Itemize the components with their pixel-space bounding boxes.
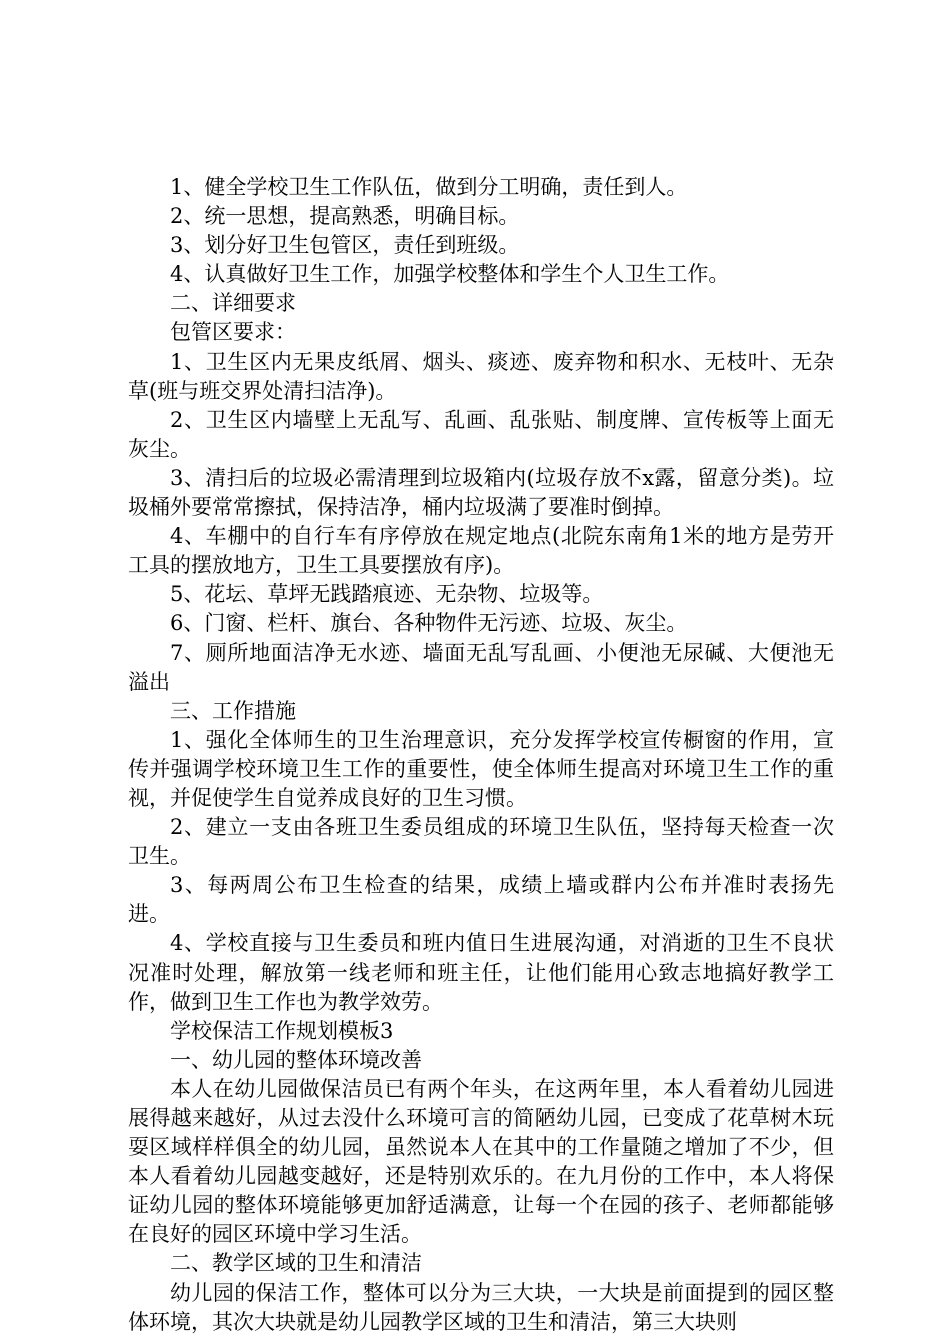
requirement-item-6: 6、门窗、栏杆、旗台、各种物件无污迹、垃圾、灰尘。 [170, 611, 688, 636]
section-heading-teaching-area: 二、教学区域的卫生和清洁 [170, 1251, 422, 1276]
subheading-area-requirements: 包管区要求： [170, 320, 296, 345]
requirement-item-7: 7、厕所地面洁净无水迹、墙面无乱写乱画、小便池无尿碱、大便池无溢出 [128, 640, 834, 694]
measure-item-4: 4、学校直接与卫生委员和班内值日生进展沟通，对消逝的卫生不良状况准时处理，解放第一线老师和班主任，让他们能用心致志地搞好教学工作，做到卫生工作也为教学效劳。 [128, 931, 834, 1014]
body-paragraph-environment: 本人在幼儿园做保洁员已有两个年头，在这两年里，本人看着幼儿园进展得越来越好，从过去没什么环境可言的简陋幼儿园，已变成了花草树木玩耍区域样样俱全的幼儿园，虽然说本人在其中的工作量随之增加了不少，但本人看着幼儿园越变越好，还是特别欢乐的。在九月份的工作中，本人将保证幼儿园的整体环境能够更加舒适满意，让每一个在园的孩子、老师都能够在良好的园区环境中学习生活。 [128, 1076, 834, 1247]
measure-item-3: 3、每两周公布卫生检查的结果，成绩上墙或群内公布并准时表扬先进。 [128, 873, 834, 927]
requirement-item-3: 3、清扫后的垃圾必需清理到垃圾箱内(垃圾存放不x露，留意分类)。垃圾桶外要常常擦拭，保持洁净，桶内垃圾满了要准时倒掉。 [128, 465, 834, 520]
section-heading-environment: 一、幼儿园的整体环境改善 [170, 1047, 422, 1072]
template-title: 学校保洁工作规划模板3 [170, 1018, 394, 1043]
section-heading-requirements: 二、详细要求 [170, 291, 296, 316]
requirement-item-1: 1、卫生区内无果皮纸屑、烟头、痰迹、废弃物和积水、无枝叶、无杂草(班与班交界处清扫洁净)。 [128, 349, 834, 403]
list-item-3: 3、划分好卫生包管区，责任到班级。 [170, 233, 520, 258]
document-page [128, 173, 834, 1337]
measure-item-2: 2、建立一支由各班卫生委员组成的环境卫生队伍，坚持每天检查一次卫生。 [128, 815, 834, 869]
measure-item-1: 1、强化全体师生的卫生治理意识，充分发挥学校宣传橱窗的作用，宣传并强调学校环境卫生工作的重要性，使全体师生提高对环境卫生工作的重视，并促使学生自觉养成良好的卫生习惯。 [128, 727, 834, 810]
body-paragraph-cleaning: 幼儿园的保洁工作，整体可以分为三大块，一大块是前面提到的园区整体环境，其次大块就是幼儿园教学区域的卫生和清洁，第三大块则 [128, 1280, 834, 1334]
requirement-item-4: 4、车棚中的自行车有序停放在规定地点(北院东南角1米的地方是劳开工具的摆放地方，卫生工具要摆放有序)。 [128, 524, 834, 578]
section-heading-measures: 三、工作措施 [170, 698, 296, 723]
list-item-2: 2、统一思想，提高熟悉，明确目标。 [170, 204, 520, 229]
requirement-item-2: 2、卫生区内墙壁上无乱写、乱画、乱张贴、制度牌、宣传板等上面无灰尘。 [128, 407, 834, 461]
list-item-1: 1、健全学校卫生工作队伍，做到分工明确，责任到人。 [170, 175, 688, 199]
list-item-4: 4、认真做好卫生工作，加强学校整体和学生个人卫生工作。 [170, 262, 730, 287]
requirement-item-5: 5、花坛、草坪无践踏痕迹、无杂物、垃圾等。 [170, 582, 604, 607]
